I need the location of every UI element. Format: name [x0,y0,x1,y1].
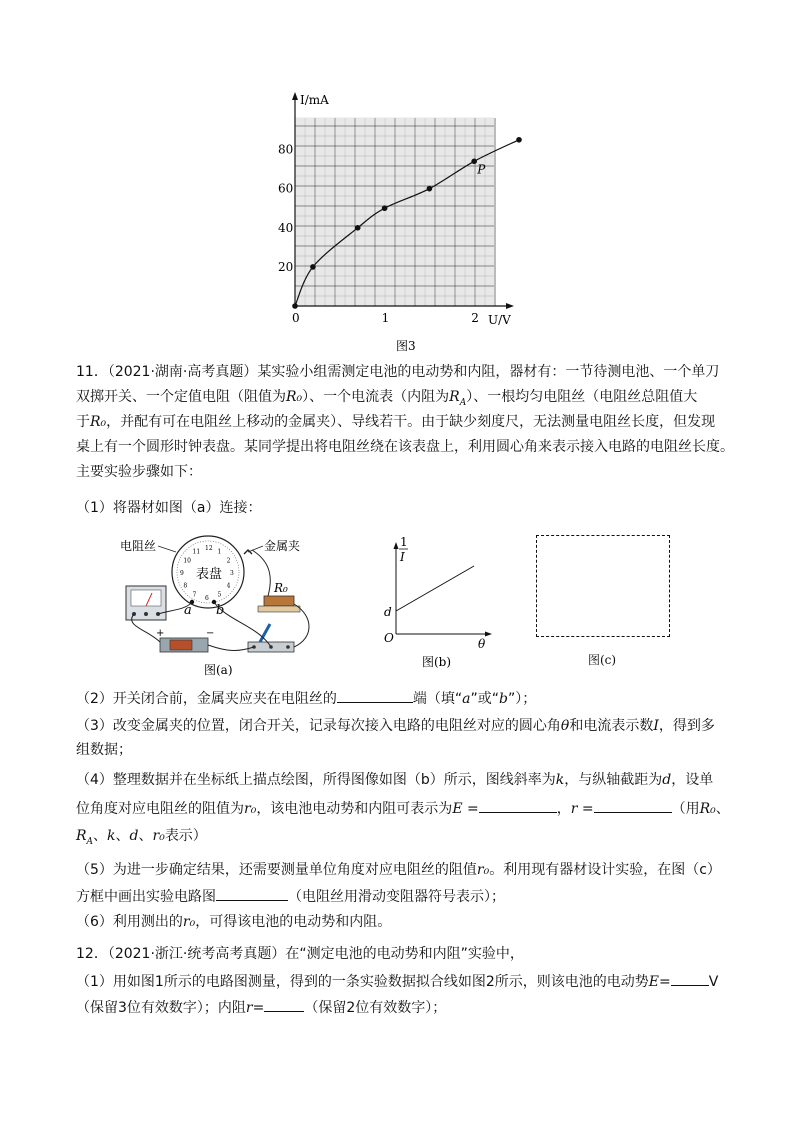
answer-blank-circuit-diagram[interactable] [216,886,288,901]
q11-number: 11． [76,364,108,380]
dial-number: 9 [180,570,184,577]
q12-number: 12． [76,946,108,962]
dial-number: 1 [217,548,222,556]
q11-step-5-cont: 方框中画出实验电路图 （电阻丝用滑动变阻器符号表示）； [76,886,505,907]
x-tick-label: 2 [471,311,479,325]
x-tick-label: 0 [292,311,300,325]
q11-step-4-cont: 位角度对应电阻丝的阻值为r₀，该电池电动势和内阻可表示为E = ，r = （用R₀、 [76,798,730,819]
dial-number: 11 [192,548,201,556]
chart-grid [295,118,495,306]
dial-number: 8 [183,582,188,590]
dial-number: 4 [226,582,231,590]
y-tick-label: 60 [278,181,294,196]
answer-blank-emf[interactable] [479,798,557,813]
answer-blank-emf-value[interactable] [671,971,709,986]
q11-step-2: （2）开关闭合前，金属夹应夹在电阻丝的 端（填“a”或“b”）； [76,688,536,709]
figure-b-caption: 图(b) [422,655,452,669]
symbol-r0: R₀ [286,389,303,405]
q11-line-4: 桌上有一个圆形时钟表盘。某同学提出将电阻丝绕在该表盘上，利用圆心角来表示接入电路的电阻丝长度。 [76,439,734,455]
chart-data-point [382,205,388,211]
label-metal-clip: 金属夹 [264,539,301,553]
answer-blank-internal-resistance[interactable] [594,798,672,813]
q12-line-1: 12．（2021·浙江·统考高考真题）在“测定电池的电动势和内阻”实验中， [76,946,524,962]
chart-data-point [427,186,433,192]
answer-blank-r-value[interactable] [264,997,304,1012]
y-tick-label: 40 [278,220,294,235]
x-tick-label: 1 [381,311,390,325]
dial-number: 3 [230,570,234,577]
q12-source: （2021·浙江·统考高考真题） [107,946,286,962]
figure3-chart [270,88,530,358]
label-resistance-wire: 电阻丝 [120,539,157,553]
svg-text:−: − [206,628,215,639]
chart-data-point [292,303,298,309]
figure-c-empty-box [536,535,670,637]
dial-number: 6 [205,595,209,602]
resistor-r0-label: R₀ [274,581,288,595]
chart-caption: 图3 [396,339,416,353]
chart-data-point [310,264,316,270]
figure-b-origin: O [384,631,394,645]
figure-a-caption: 图(a) [204,663,233,677]
dial-number: 10 [183,557,191,565]
q11-step-6: （6）利用测出的r₀，可得该电池的电动势和内阻。 [76,914,392,930]
resistor-r0 [264,596,294,606]
terminal-a-label: a [184,603,192,618]
chart-data-point [516,137,522,143]
figure-b-graph [366,532,500,678]
chart-y-label: I/mA [300,93,329,107]
y-tick-label: 80 [278,142,294,157]
figure-b-intercept-d: d [384,605,392,619]
q12-step-1-cont: （保留3位有效数字）；内阻r= （保留2位有效数字）； [76,997,446,1018]
q12-step-1: （1）用如图1所示的电路图测量，得到的一条实验数据拟合线如图2所示，则该电池的电动势E= V [76,971,718,992]
chart-data-point [471,158,477,164]
dial-number: 5 [217,591,222,599]
dial-number: 2 [226,557,231,565]
figure-a-circuit [108,530,348,678]
q11-line-5: 主要实验步骤如下： [76,464,202,480]
chart-annotation-p: P [477,162,486,177]
terminal-b-label: b [216,603,225,618]
q11-line-3: 于R₀，并配有可在电阻丝上移动的金属夹）、导线若干。由于缺少刻度尺，无法测量电阻丝长度，但发现 [76,414,716,430]
q11-step-3: （3）改变金属夹的位置，闭合开关，记录每次接入电路的电阻丝对应的圆心角θ和电流表示数I，得到多 [76,718,715,734]
symbol-ra: $R_A$ [449,389,467,408]
q11-source: （2021·湖南·高考真题） [107,364,258,380]
figure-b-line [396,566,474,611]
q11-step-5: （5）为进一步确定结果，还需要测量单位角度对应电阻丝的阻值r₀。利用现有器材设计实验，在图（c） [76,862,721,878]
dial-number: 7 [192,591,197,599]
y-tick-label: 20 [278,259,294,274]
q11-step-4: （4）整理数据并在坐标纸上描点绘图，所得图像如图（b）所示，图线斜率为k，与纵轴截距为d，设单 [76,772,714,788]
q11-line-1: 11．（2021·湖南·高考真题）某实验小组需测定电池的电动势和内阻，器材有：一节待测电池、一个单刀 [76,364,720,380]
chart-x-label: U/V [488,313,511,327]
dial-number: 12 [205,545,213,552]
dial-label: 表盘 [196,567,223,582]
figure-b-y-denominator: I [400,550,405,564]
figure-b-y-numerator: 1 [400,535,408,549]
chart-data-point [355,225,361,231]
answer-blank-clip-end[interactable] [337,688,413,703]
svg-text:+: + [156,628,165,639]
q11-step-4-cont2: $R_A$、k、d、r₀表示） [76,828,207,847]
q11-step-3-cont: 组数据； [76,742,132,758]
q11-step-1: （1）将器材如图（a）连接： [76,500,262,516]
figure-c-caption: 图(c) [588,653,617,667]
figure-b-x-label: θ [478,637,486,651]
q11-line-2: 双掷开关、一个定值电阻（阻值为R₀）、一个电流表（内阻为$R_A$）、一根均匀电阻丝（电阻丝总阻值大 [76,389,698,408]
